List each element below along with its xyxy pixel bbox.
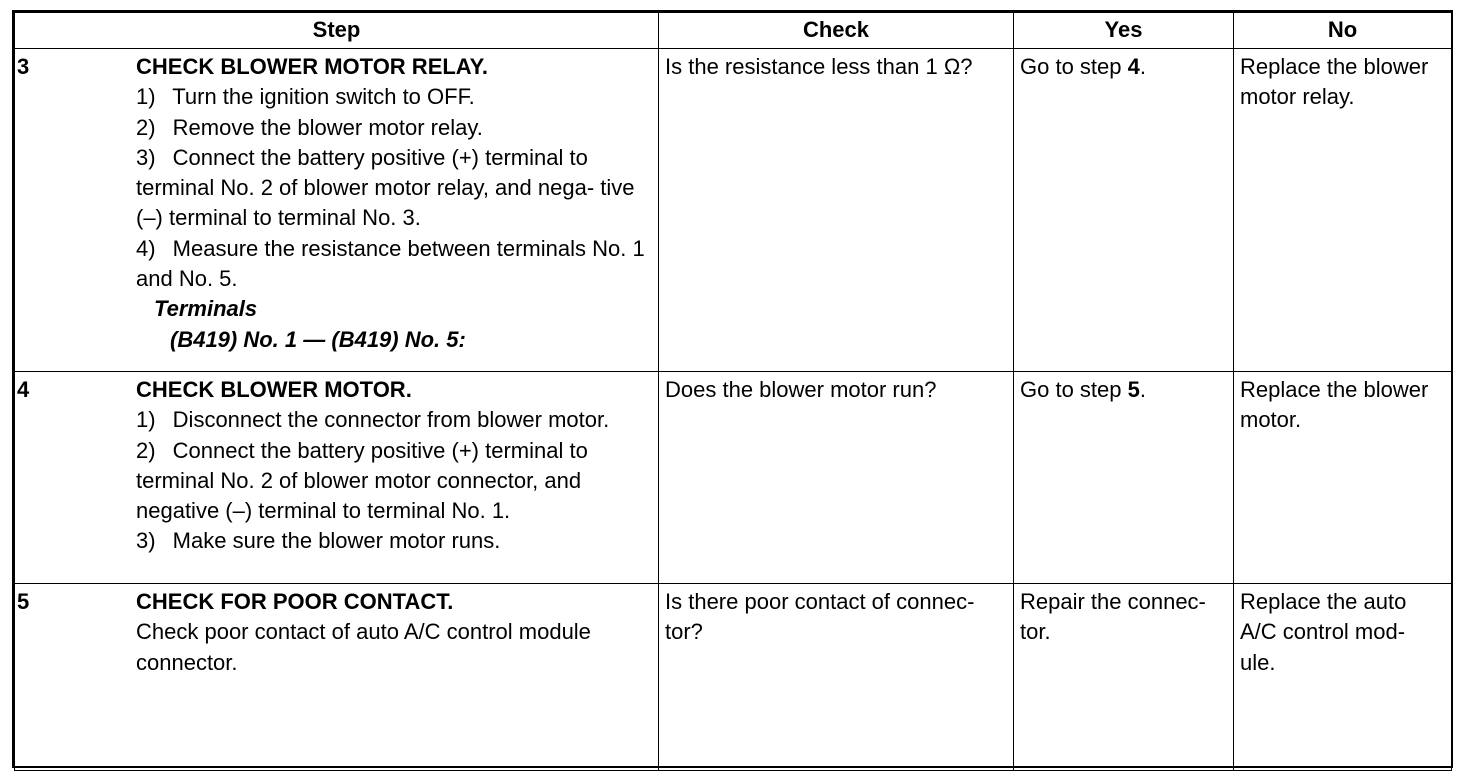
header-step: Step: [15, 13, 659, 49]
step-instruction: 3) Make sure the blower motor runs.: [136, 528, 501, 554]
yes-cell: [1014, 49, 1234, 372]
step-number: 3: [17, 54, 30, 79]
yes-prefix: Go to step: [1020, 54, 1128, 79]
no-text: Replace the blower motor relay.: [1240, 54, 1429, 110]
header-no: No: [1234, 13, 1452, 49]
yes-cell: [1014, 584, 1234, 771]
step-cell: [15, 49, 659, 372]
header-yes: Yes: [1014, 13, 1234, 49]
step-body: [136, 584, 652, 678]
step-instruction: 4) Measure the resistance between terminals No. 1 and No. 5.: [136, 235, 645, 292]
yes-prefix: Go to step: [1020, 377, 1128, 402]
yes-text: [1014, 49, 1233, 82]
check-text: Is the resistance less than 1 Ω?: [665, 54, 973, 79]
yes-text: [1014, 372, 1233, 405]
no-text: Replace the blower motor.: [1240, 377, 1429, 433]
yes-text: Repair the connec- tor.: [1020, 589, 1206, 645]
step-title: CHECK FOR POOR CONTACT.: [136, 589, 454, 614]
step-instruction: 1) Disconnect the connector from blower motor.: [136, 407, 610, 433]
header-row: [15, 13, 1452, 49]
check-cell: [659, 372, 1014, 584]
step-number: 5: [17, 589, 30, 614]
yes-suffix: .: [1139, 54, 1146, 79]
check-cell: [659, 584, 1014, 771]
spec-label: Terminals: [154, 296, 258, 322]
step-instruction: 2) Connect the battery positive (+) terminal to terminal No. 2 of blower motor connector, and negative (–) terminal to terminal No. 1.: [136, 437, 588, 524]
yes-cell: [1014, 372, 1234, 584]
yes-step-number: 4: [1127, 54, 1140, 79]
yes-suffix: .: [1139, 377, 1146, 402]
spec-value: (B419) No. 1 — (B419) No. 5:: [170, 326, 466, 352]
no-text: Replace the auto A/C control mod- ule.: [1240, 589, 1407, 675]
step-instruction: Check poor contact of auto A/C control module connector.: [136, 619, 591, 675]
no-cell: [1234, 49, 1452, 372]
step-body: [136, 372, 652, 557]
step-instruction: 1) Turn the ignition switch to OFF.: [136, 84, 475, 110]
check-cell: [659, 49, 1014, 372]
step-title: CHECK BLOWER MOTOR.: [136, 377, 412, 402]
table-row-step-5: [15, 584, 1452, 771]
check-text: Does the blower motor run?: [665, 377, 937, 402]
no-cell: [1234, 584, 1452, 771]
step-number: 4: [17, 377, 30, 402]
step-instruction: 3) Connect the battery positive (+) terminal to terminal No. 2 of blower motor relay, and nega- tive (–) terminal to terminal No. 3.: [136, 144, 635, 231]
step-instruction: 2) Remove the blower motor relay.: [136, 114, 483, 140]
yes-step-number: 5: [1127, 377, 1140, 402]
step-body: [136, 49, 652, 355]
diagnostic-table: [12, 10, 1453, 768]
step-cell: [15, 584, 659, 771]
table-row-step-3: [15, 49, 1452, 372]
diagnostic-table-grid: [14, 12, 1452, 771]
step-title: CHECK BLOWER MOTOR RELAY.: [136, 54, 489, 79]
no-cell: [1234, 372, 1452, 584]
check-text: Is there poor contact of connec- tor?: [665, 589, 975, 645]
header-check: Check: [659, 13, 1014, 49]
step-cell: [15, 372, 659, 584]
table-row-step-4: [15, 372, 1452, 584]
